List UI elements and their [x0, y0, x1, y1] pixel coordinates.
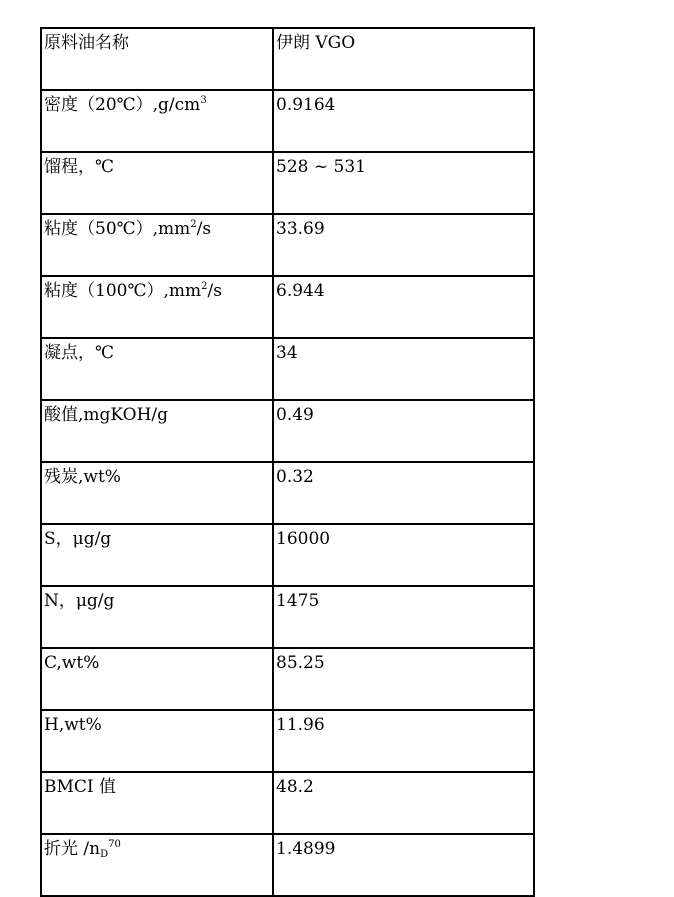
- table-row: [41, 90, 534, 152]
- table-row: [41, 710, 534, 772]
- table-row: [41, 648, 534, 710]
- property-subscript: D: [100, 849, 109, 860]
- property-name: 粘度（100℃）,mm: [44, 281, 202, 301]
- property-name-cell: [41, 90, 273, 152]
- property-value: 528 ~ 531: [276, 157, 366, 177]
- property-name-cell: [41, 586, 273, 648]
- table-row: [41, 524, 534, 586]
- table-row: [41, 834, 534, 896]
- property-name: 残炭,wt%: [44, 467, 121, 487]
- property-name: 折光 /n: [44, 839, 101, 859]
- table-header-row: [41, 28, 534, 90]
- property-name: 粘度（50℃）,mm: [44, 219, 191, 239]
- property-value: 1475: [276, 591, 320, 611]
- property-value-cell: [273, 834, 534, 896]
- property-name-tail: /s: [196, 219, 212, 239]
- property-name: 凝点，℃: [44, 343, 115, 363]
- property-value-cell: [273, 648, 534, 710]
- property-value: 48.2: [276, 777, 314, 797]
- property-value-cell: [273, 462, 534, 524]
- property-name: BMCI 值: [44, 777, 117, 797]
- property-value: 6.944: [276, 281, 325, 301]
- property-value: 16000: [276, 529, 331, 549]
- table-row: [41, 152, 534, 214]
- header-name-cell: [41, 28, 273, 90]
- property-value-cell: [273, 400, 534, 462]
- property-value-cell: [273, 152, 534, 214]
- property-superscript: 2: [201, 281, 208, 292]
- property-superscript: 3: [200, 95, 207, 106]
- property-name-cell: [41, 648, 273, 710]
- header-name-label: 原料油名称: [44, 33, 129, 53]
- table-row: [41, 586, 534, 648]
- property-value: 85.25: [276, 653, 325, 673]
- property-value-cell: [273, 524, 534, 586]
- property-name-cell: [41, 710, 273, 772]
- table-row: [41, 214, 534, 276]
- property-superscript: 70: [108, 839, 121, 850]
- property-value: 0.9164: [276, 95, 336, 115]
- property-name-cell: [41, 338, 273, 400]
- table-row: [41, 462, 534, 524]
- properties-table: [40, 27, 535, 897]
- header-value-label: 伊朗 VGO: [276, 33, 356, 53]
- property-name-cell: [41, 214, 273, 276]
- property-value-cell: [273, 586, 534, 648]
- property-name: 密度（20℃）,g/cm: [44, 95, 201, 115]
- property-value-cell: [273, 90, 534, 152]
- property-value-cell: [273, 710, 534, 772]
- property-name: S，μg/g: [44, 529, 112, 549]
- property-name: N，μg/g: [44, 591, 115, 611]
- property-value-cell: [273, 772, 534, 834]
- property-value: 0.32: [276, 467, 314, 487]
- property-name-cell: [41, 462, 273, 524]
- property-value-cell: [273, 214, 534, 276]
- property-name-cell: [41, 152, 273, 214]
- property-name: 馏程，℃: [44, 157, 115, 177]
- property-value-cell: [273, 338, 534, 400]
- property-value-cell: [273, 276, 534, 338]
- property-superscript: 2: [190, 219, 197, 230]
- table-row: [41, 400, 534, 462]
- table-row: [41, 276, 534, 338]
- property-name: H,wt%: [44, 715, 102, 735]
- property-name-cell: [41, 524, 273, 586]
- property-value: 34: [276, 343, 298, 363]
- property-name: C,wt%: [44, 653, 100, 673]
- property-value: 11.96: [276, 715, 325, 735]
- table-row: [41, 772, 534, 834]
- property-value: 33.69: [276, 219, 325, 239]
- property-name-cell: [41, 834, 273, 896]
- table-row: [41, 338, 534, 400]
- property-name-tail: /s: [207, 281, 222, 301]
- property-value: 1.4899: [276, 839, 336, 859]
- property-name-cell: [41, 400, 273, 462]
- property-name-cell: [41, 276, 273, 338]
- property-name-cell: [41, 772, 273, 834]
- property-name: 酸值,mgKOH/g: [44, 405, 169, 425]
- property-value: 0.49: [276, 405, 314, 425]
- header-value-cell: [273, 28, 534, 90]
